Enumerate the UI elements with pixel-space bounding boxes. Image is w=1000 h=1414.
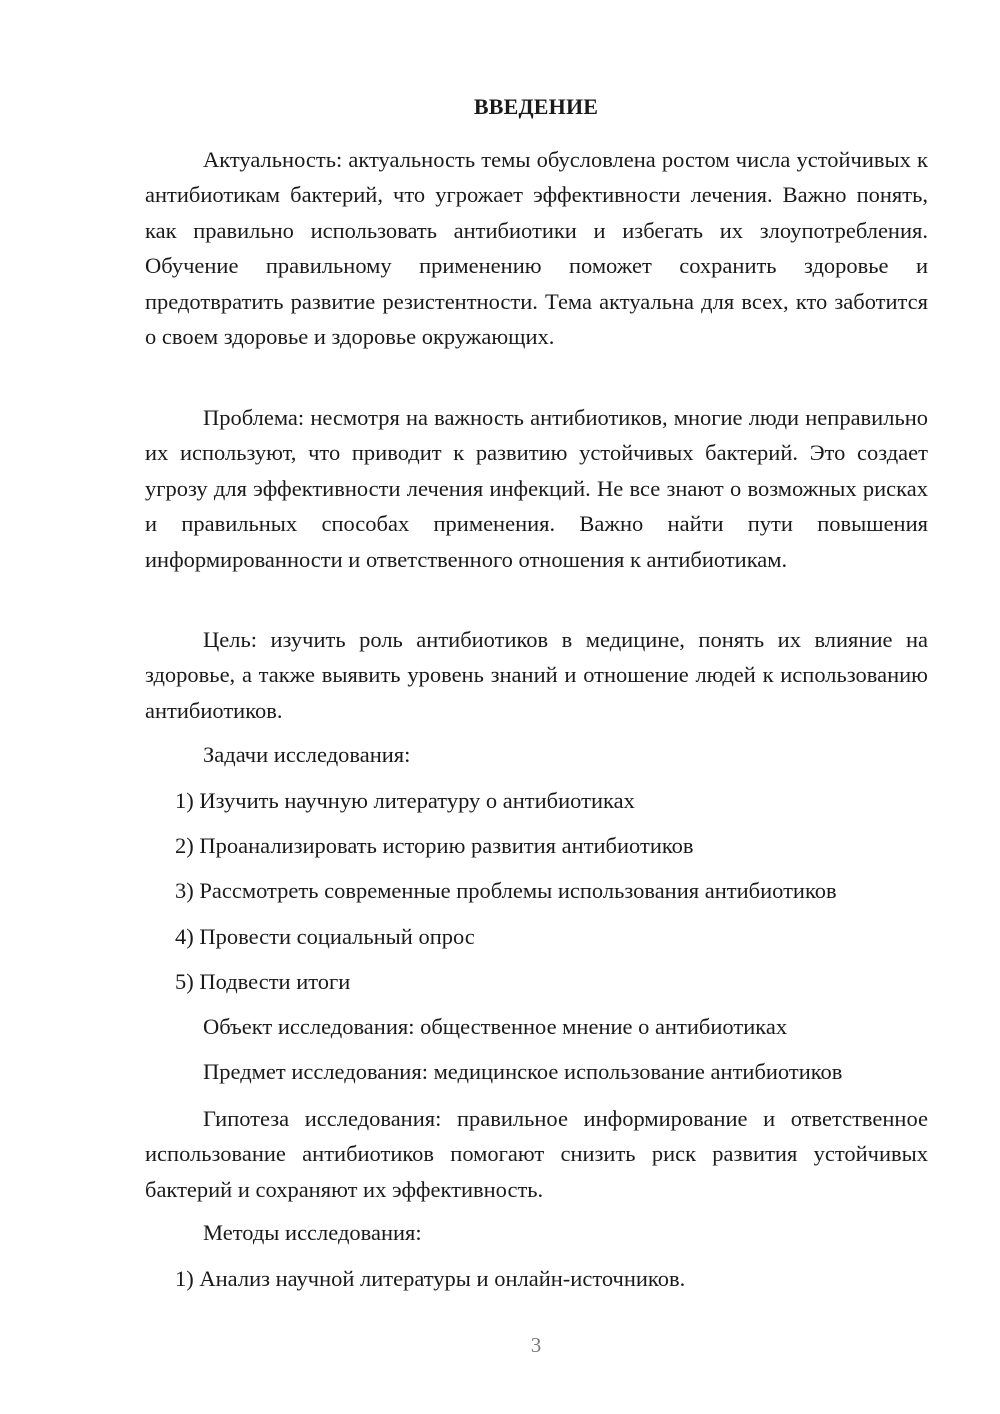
task-item: 3) Рассмотреть современные проблемы использования антибиотиков (175, 878, 837, 903)
problem-paragraph: Проблема: несмотря на важность антибиотиков, многие люди неправильно их используют, что приводит к развитию устойчивых бактерий. Это создает угрозу для эффективности лечения инфекций. Не все знают о возможных рисках и правильных способах применения. Важно найти пути повышения информированности и ответственного отношения к антибиотикам. (145, 405, 928, 572)
hypothesis-paragraph: Гипотеза исследования: правильное информирование и ответственное использование антибиотиков помогают снизить риск развития устойчивых бактерий и сохраняют их эффективность. (145, 1106, 928, 1202)
task-item: 1) Изучить научную литературу о антибиотиках (175, 788, 635, 813)
relevance-paragraph: Актуальность: актуальность темы обусловлена ростом числа устойчивых к антибиотикам бактерий, что угрожает эффективности лечения. Важно понять, как правильно использовать антибиотики и избегать их злоупотребления. Обучение правильному применению поможет сохранить здоровье и предотвратить развитие резистентности. Тема актуальна для всех, кто заботится о своем здоровье и здоровье окружающих. (145, 147, 928, 350)
task-item: 4) Провести социальный опрос (175, 924, 475, 949)
page-number: 3 (530, 1333, 542, 1357)
goal-paragraph: Цель: изучить роль антибиотиков в медицине, понять их влияние на здоровье, а также выявить уровень знаний и отношение людей к использованию антибиотиков. (145, 627, 928, 723)
methods-heading: Методы исследования: (203, 1220, 422, 1245)
research-subject: Предмет исследования: медицинское использование антибиотиков (203, 1059, 843, 1084)
tasks-heading: Задачи исследования: (203, 742, 411, 767)
page-title: ВВЕДЕНИЕ (473, 94, 599, 119)
method-item: 1) Анализ научной литературы и онлайн-источников. (175, 1266, 686, 1291)
task-item: 5) Подвести итоги (175, 969, 351, 994)
research-object: Объект исследования: общественное мнение о антибиотиках (203, 1014, 788, 1039)
task-item: 2) Проанализировать историю развития антибиотиков (175, 833, 694, 858)
